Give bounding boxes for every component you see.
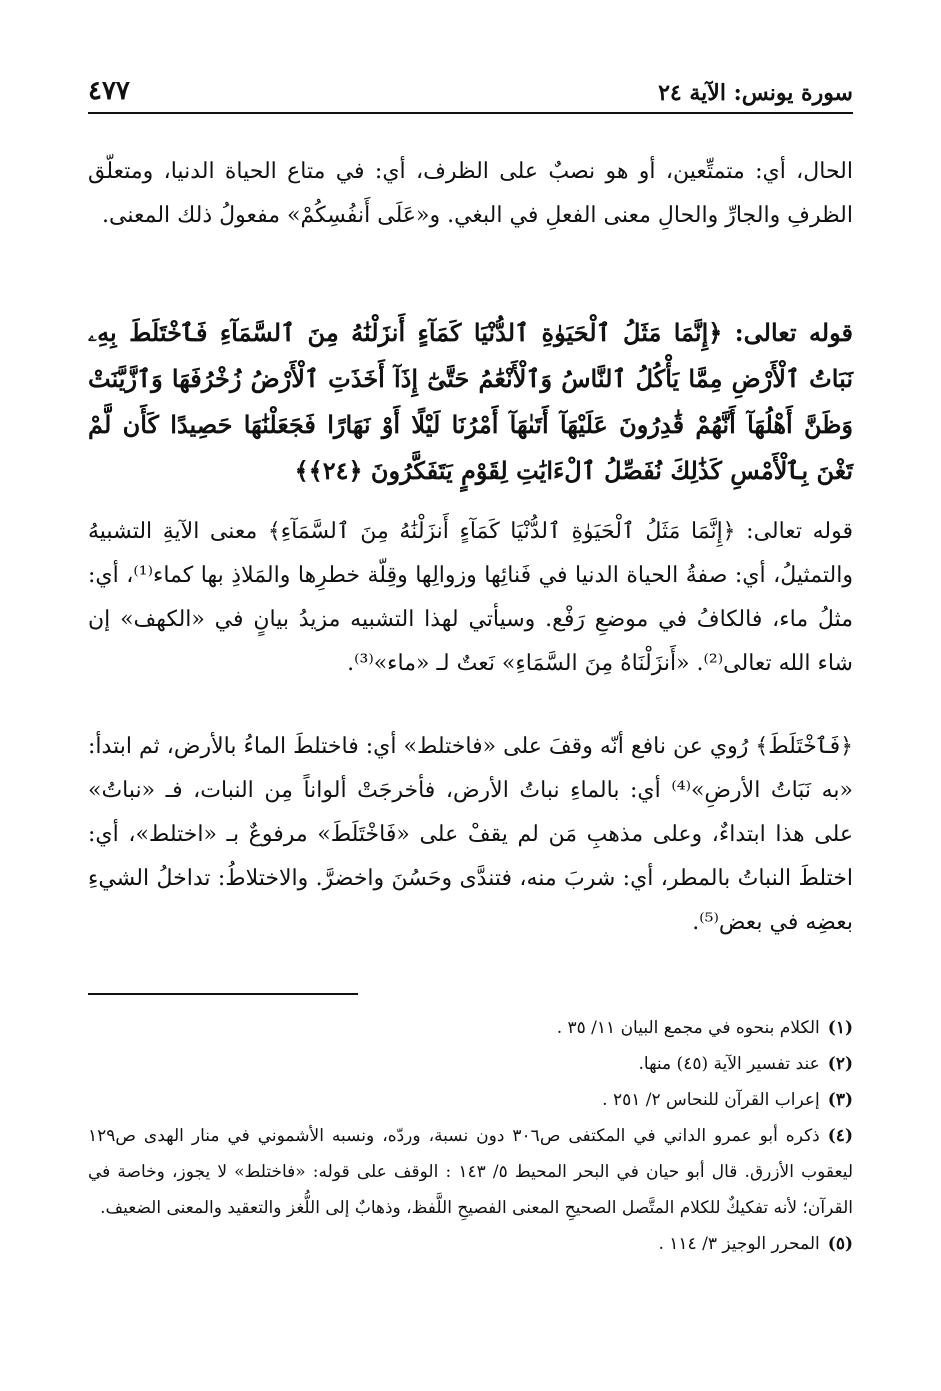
commentary-block-2 (88, 725, 853, 975)
footnote-text: عند تفسير الآية (٤٥) منها. (638, 1054, 820, 1074)
footnote-number: (٣) (827, 1090, 853, 1110)
footnote-5 (88, 1226, 853, 1262)
main-text (88, 150, 853, 975)
footnote-text: المحرر الوجيز ٣/ ١١٤ . (658, 1234, 820, 1254)
footnote-number: (٥) (827, 1234, 853, 1254)
intro-paragraph-block (88, 150, 853, 300)
footnote-separator (88, 993, 358, 995)
verse-text: ﴿إِنَّمَا مَثَلُ ٱلْحَيَوٰةِ ٱلدُّنْيَا كَمَآءٍ أَنزَلْنَٰهُ مِنَ ٱلسَّمَآءِ فَٱخْتَلَطَ بِهِۦ نَبَاتُ ٱلْأَرْضِ مِمَّا يَأْكُلُ ٱلنَّاسُ وَٱلْأَنْعَٰمُ حَتَّىٰٓ إِذَآ أَخَذَتِ ٱلْأَرْضُ زُخْرُفَهَا وَٱزَّيَّنَتْ وَظَنَّ أَهْلُهَآ أَنَّهُمْ قَٰدِرُونَ عَلَيْهَآ أَتَىٰهَآ أَمْرُنَا لَيْلًا أَوْ نَهَارًا فَجَعَلْنَٰهَا حَصِيدًا كَأَن لَّمْ تَغْنَ بِٱلْأَمْسِ كَذَٰلِكَ نُفَصِّلُ ٱلْءَايَٰتِ لِقَوْمٍ يَتَفَكَّرُونَ ﴿٢٤﴾﴾ (88, 318, 853, 485)
footnote-number: (٢) (827, 1054, 853, 1074)
footnote-text: إعراب القرآن للنحاس ٢/ ٢٥١ . (602, 1090, 820, 1110)
footnote-text: الكلام بنحوه في مجمع البيان ١١/ ٣٥ . (556, 1018, 820, 1038)
footnote-4 (88, 1118, 853, 1226)
commentary-paragraph-1: قوله تعالى: ﴿إِنَّمَا مَثَلُ ٱلْحَيَوٰةِ ٱلدُّنْيَا كَمَآءٍ أَنزَلْنَٰهُ مِنَ ٱلسَّمَآءِ﴾ معنى الآيةِ التشبيهُ والتمثيلُ، أي: صفةُ الحياة الدنيا في فَنائِها وزوالِها وقِلّة خطرِها والمَلاذِ بها كماء⁽¹⁾، أي: مثلُ ماء، فالكافُ في موضعِ رَفْع. وسيأتي لهذا التشبيه مزيدُ بيانٍ في «الكهف» إن شاء الله تعالى⁽²⁾. «أَنزَلْنَاهُ مِنَ السَّمَاءِ» نَعتٌ لـ «ماء»⁽³⁾. (88, 519, 853, 676)
commentary-block-1 (88, 510, 853, 715)
commentary-paragraph-2: ﴿فَٱخْتَلَطَ﴾ رُوي عن نافع أنّه وقفَ على «فاختلط» أي: فاختلطَ الماءُ بالأرض، ثم ابتدأ: «به نَبَاتُ الأرضِ»⁽⁴⁾ أي: بالماءِ نباتُ الأرض، فأخرجَتْ ألواناً مِن النبات، فـ «نباتُ» على هذا ابتداءٌ، وعلى مذهبِ مَن لم يقفْ على «فَاخْتَلَطَ» مرفوعٌ بـ «اختلط»، أي: اختلطَ النباتُ بالمطر، أي: شربَ منه، فتندَّى وحَسُنَ واخضرَّ. والاختلاطُ: تداخلُ الشيءِ بعضِه في بعض⁽⁵⁾. (88, 734, 853, 935)
footnote-1 (88, 1010, 853, 1046)
verse-label: قوله تعالى: (734, 318, 853, 347)
book-page (88, 0, 853, 1391)
intro-paragraph: الحال، أي: متمتِّعين، أو هو نصبٌ على الظرف، أي: في متاع الحياة الدنيا، ومتعلّق الظرفِ والجارِّ والحالِ معنى الفعلِ في البغي. و«عَلَى أَنفُسِكُمْ» مفعولُ ذلك المعنى. (88, 159, 853, 228)
surah-title: سورة يونس: الآية ٢٤ (658, 80, 853, 106)
verse-block (88, 310, 853, 500)
footnotes (88, 1010, 853, 1262)
footnote-text: ذكره أبو عمرو الداني في المكتفى ص٣٠٦ دون نسبة، وردّه، ونسبه الأشموني في منار الهدى ص١٢٩ ليعقوب الأزرق. قال أبو حيان في البحر المحيط ٥/ ١٤٣ : الوقف على قوله: «فاختلط» لا يجوز، وخاصة في القرآن؛ لأنه تفكيكٌ للكلام المتَّصل الصحيحِ المعنى الفصيحِ اللَّفظ، وذهابٌ إلى اللُّغز والتعقيد والمعنى الضعيف. (88, 1126, 854, 1218)
page-number: ٤٧٧ (88, 76, 130, 106)
footnote-3 (88, 1082, 853, 1118)
running-header (88, 70, 853, 114)
footnote-number: (١) (827, 1018, 853, 1038)
footnote-number: (٤) (827, 1126, 853, 1146)
verse-paragraph (88, 310, 853, 494)
footnote-2 (88, 1046, 853, 1082)
